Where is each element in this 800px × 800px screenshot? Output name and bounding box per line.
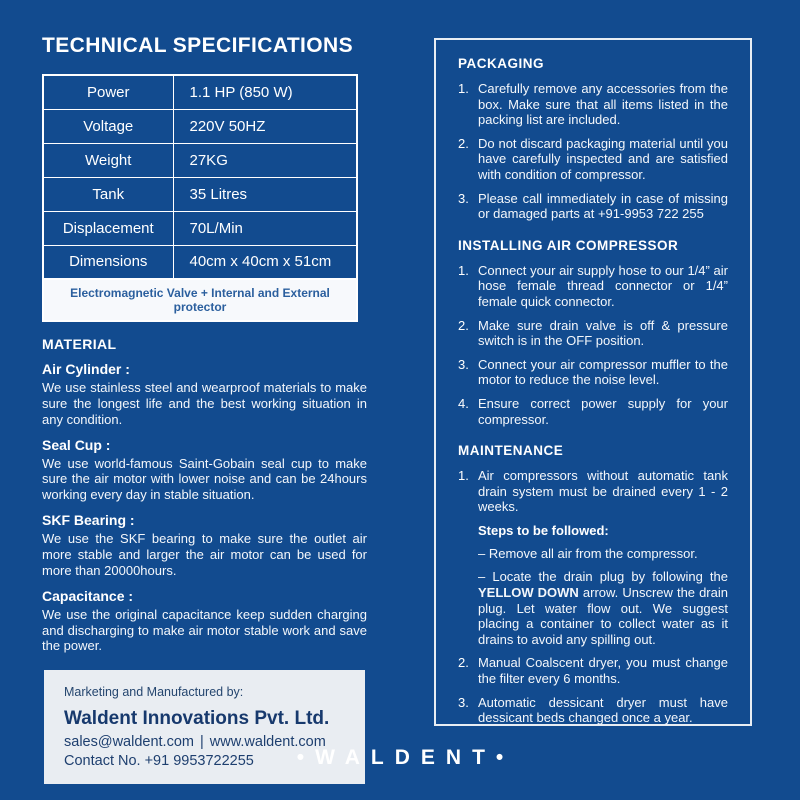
table-row [43, 75, 357, 109]
page-title: TECHNICAL SPECIFICATIONS [42, 34, 354, 57]
list-item-text: Manual Coalscent dryer, you must change the filter every 6 months. [478, 655, 728, 687]
brand-wordmark: •WALDENT• [296, 746, 515, 769]
spec-row-value: 70L/Min [173, 211, 357, 245]
list-item-number: 1. [458, 468, 469, 484]
table-row [43, 245, 357, 279]
material-section-body: We use stainless steel and wearproof materials to make sure the longest life and the best working situation in any condition. [42, 380, 367, 427]
table-row [43, 143, 357, 177]
list-item-text: Do not discard packaging material until you have carefully inspected and are satisfied with condition of compressor. [478, 135, 728, 182]
list-item [458, 191, 728, 222]
list-item-text: Carefully remove any accessories from the box. Make sure that all items listed in the packing list are included. [478, 81, 728, 128]
list-item-number: 4. [458, 395, 469, 411]
material-section-heading: SKF Bearing : [42, 512, 135, 529]
table-row [43, 109, 357, 143]
installing-heading: INSTALLING AIR COMPRESSOR [458, 237, 679, 253]
list-item [458, 318, 728, 349]
list-item [458, 695, 728, 726]
spec-table-footer-banner: Electromagnetic Valve + Internal and External protector [42, 280, 358, 322]
spec-row-value: 35 Litres [173, 177, 357, 211]
list-item [458, 357, 728, 388]
material-section-skf-bearing [42, 512, 367, 579]
step-item: – Remove all air from the compressor. [478, 545, 698, 561]
material-section-body: We use world-famous Saint-Gobain seal cup to make sure the air motor with lower noise and can be 24hours working every day in stable situation. [42, 455, 367, 503]
list-item-number: 1. [458, 81, 469, 96]
spec-row-label: Weight [43, 143, 173, 177]
step-text-emphasis: YELLOW DOWN [478, 585, 579, 601]
list-item-number: 3. [458, 190, 469, 206]
spec-row-value: 220V 50HZ [173, 109, 357, 143]
spec-row-label: Displacement [43, 211, 173, 245]
manufacturer-intro: Marketing and Manufactured by: [64, 685, 244, 700]
list-item-text: Connect your air supply hose to our 1/4” air hose female thread connector or 1/4” female quick connector. [478, 262, 728, 309]
step-item [478, 569, 728, 647]
packaging-section [458, 56, 728, 222]
list-item-number: 3. [458, 356, 469, 372]
table-row [43, 211, 357, 245]
material-section-heading: Capacitance : [42, 587, 134, 604]
spec-row-label: Voltage [43, 109, 173, 143]
instructions-panel [434, 38, 752, 726]
left-column [42, 34, 367, 784]
list-item-text: Make sure drain valve is off & pressure switch is in the OFF position. [478, 317, 728, 349]
list-item-text: Air compressors without automatic tank drain system must be drained every 1 - 2 weeks. [478, 468, 728, 515]
list-item-number: 3. [458, 694, 469, 710]
list-item-text: Please call immediately in case of missing or damaged parts at +91-9953 722 255 [478, 190, 728, 222]
spec-table [42, 74, 358, 280]
list-item [458, 263, 728, 310]
material-section-capacitance [42, 588, 367, 655]
list-item-text: Connect your air compressor muffler to the motor to reduce the noise level. [478, 356, 728, 388]
list-item [458, 468, 728, 515]
list-item-number: 2. [458, 317, 469, 333]
spec-row-value: 27KG [173, 143, 357, 177]
material-section-body: We use the original capacitance keep sudden charging and discharging to make air motor stable work and save the power. [42, 606, 367, 654]
spec-row-label: Dimensions [43, 245, 173, 279]
list-item-text: Automatic dessicant dryer must have dessicant beds changed once a year. [478, 694, 728, 726]
list-item-number: 2. [458, 135, 469, 151]
list-item [458, 81, 728, 128]
list-item [458, 655, 728, 686]
material-section-heading: Seal Cup : [42, 436, 111, 453]
step-text-prefix: – Locate the drain plug by following the [478, 569, 728, 585]
material-section-air-cylinder [42, 361, 367, 428]
spec-row-label: Tank [43, 177, 173, 211]
material-section-seal-cup [42, 437, 367, 504]
manufacturer-company-name: Waldent Innovations Pvt. Ltd. [64, 708, 330, 730]
list-item-number: 1. [458, 262, 469, 278]
steps-heading: Steps to be followed: [478, 522, 609, 538]
packaging-heading: PACKAGING [458, 56, 545, 71]
list-item [458, 136, 728, 183]
separator: | [199, 734, 204, 751]
list-item [458, 396, 728, 427]
material-section-heading: Air Cylinder : [42, 361, 130, 377]
maintenance-section [458, 443, 728, 726]
manufacturer-website: www.waldent.com [209, 734, 326, 751]
maintenance-steps-block [478, 523, 728, 648]
spec-row-label: Power [43, 75, 173, 109]
manufacturer-email: sales@waldent.com [64, 734, 194, 751]
spec-row-value: 1.1 HP (850 W) [173, 75, 357, 109]
list-item-text: Ensure correct power supply for your compressor. [478, 395, 728, 427]
material-section-body: We use the SKF bearing to make sure the outlet air more stable and larger the air motor can be used for more than 20000hours. [42, 531, 367, 578]
table-row [43, 177, 357, 211]
maintenance-heading: MAINTENANCE [458, 443, 564, 459]
list-item-number: 2. [458, 655, 469, 671]
spec-row-value: 40cm x 40cm x 51cm [173, 245, 357, 279]
step-text-suffix: arrow. Unscrew the drain plug. Let water flow out. We suggest placing a container to collect water as it drains to avoid any spilling out. [478, 585, 728, 647]
manufacturer-contact-number: Contact No. +91 9953722255 [64, 753, 254, 770]
material-heading: MATERIAL [42, 336, 117, 352]
installing-section [458, 238, 728, 427]
